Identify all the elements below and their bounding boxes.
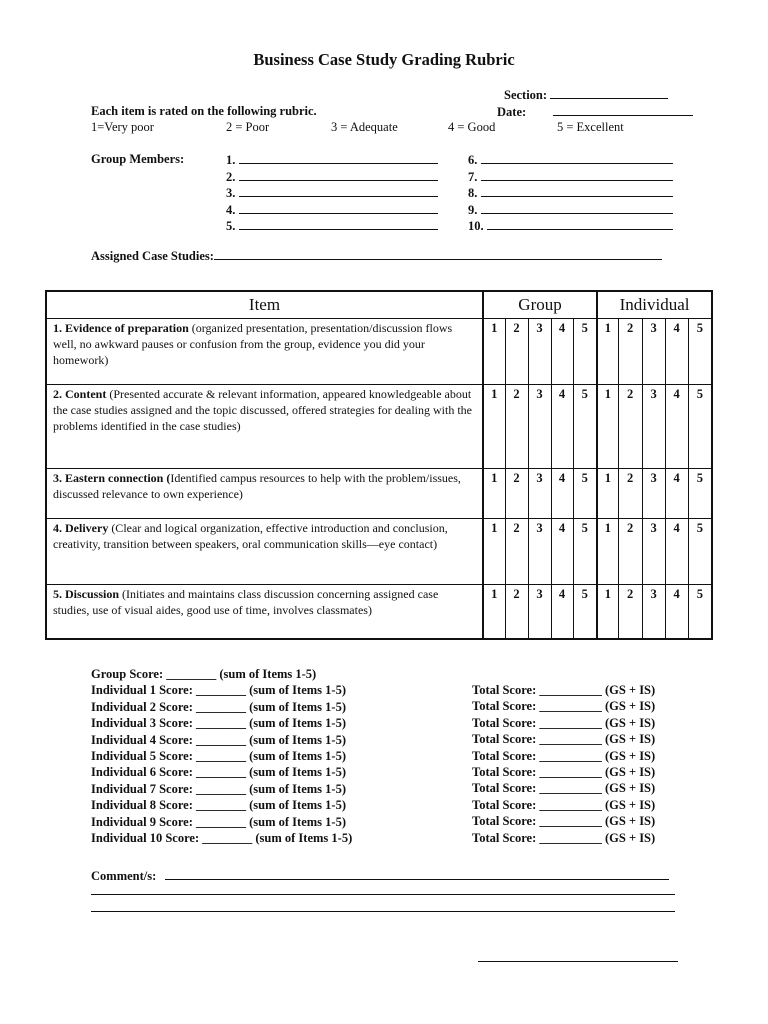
signature-line[interactable] (478, 951, 678, 962)
table-header-row (46, 291, 712, 319)
member-line (239, 202, 438, 214)
member-number: 3. (226, 186, 236, 200)
scale-5: 5 = Excellent (557, 120, 624, 134)
member-line (481, 152, 673, 164)
rubric-item-title: 2. Content (53, 387, 107, 401)
individual-rating-2[interactable]: 2 (618, 585, 642, 639)
total-score-line[interactable]: Total Score: __________ (GS + IS) (472, 715, 656, 730)
individual-score-line[interactable]: Individual 7 Score: ________ (sum of Items 1-5) (91, 781, 346, 796)
individual-score-line[interactable]: Individual 10 Score: ________ (sum of Items 1-5) (91, 831, 353, 846)
total-score-line[interactable]: Total Score: __________ (GS + IS) (472, 683, 656, 697)
member-line (239, 218, 438, 230)
rubric-item-title: 5. Discussion (53, 587, 120, 601)
group-rating-1[interactable]: 1 (483, 519, 505, 585)
individual-rating-1[interactable]: 1 (597, 319, 618, 385)
group-rating-4[interactable]: 4 (551, 519, 573, 585)
individual-rating-4[interactable]: 4 (665, 319, 688, 385)
individual-score-line[interactable]: Individual 8 Score: ________ (sum of Items 1-5) (91, 798, 346, 813)
column-item: Item (46, 291, 483, 319)
member-number: 10. (468, 219, 484, 233)
individual-rating-3[interactable]: 3 (642, 385, 665, 469)
comments-line[interactable] (91, 901, 675, 912)
group-rating-3[interactable]: 3 (528, 585, 551, 639)
member-line (239, 152, 438, 164)
total-score-line[interactable]: Total Score: __________ (GS + IS) (472, 765, 656, 780)
individual-rating-4[interactable]: 4 (665, 469, 688, 519)
individual-rating-1[interactable]: 1 (597, 519, 618, 585)
rubric-row (46, 385, 712, 469)
group-rating-2[interactable]: 2 (505, 585, 528, 639)
individual-rating-3[interactable]: 3 (642, 519, 665, 585)
member-5[interactable] (226, 218, 438, 234)
group-rating-4[interactable]: 4 (551, 469, 573, 519)
individual-rating-2[interactable]: 2 (618, 385, 642, 469)
group-rating-5[interactable]: 5 (573, 385, 597, 469)
individual-rating-1[interactable]: 1 (597, 585, 618, 639)
member-number: 4. (226, 203, 236, 217)
date-line (553, 104, 693, 116)
group-rating-3[interactable]: 3 (528, 319, 551, 385)
individual-rating-5[interactable]: 5 (688, 385, 712, 469)
individual-scores (91, 666, 352, 846)
section-line (550, 87, 668, 99)
group-rating-2[interactable]: 2 (505, 319, 528, 385)
individual-score-line[interactable]: Individual 1 Score: ________ (sum of Items 1-5) (91, 683, 346, 698)
group-rating-4[interactable]: 4 (551, 585, 573, 639)
rubric-item-title: 3. Eastern connection ( (53, 471, 171, 485)
group-rating-1[interactable]: 1 (483, 319, 505, 385)
member-10[interactable] (468, 218, 673, 234)
member-7[interactable] (468, 169, 673, 185)
individual-rating-2[interactable]: 2 (618, 519, 642, 585)
group-rating-5[interactable]: 5 (573, 519, 597, 585)
rubric-item-description: (Initiates and maintains class discussion concerning assigned case studies, use of visual aides, good use of time, involves classmates) (53, 587, 439, 617)
group-rating-4[interactable]: 4 (551, 385, 573, 469)
comments-field[interactable] (91, 868, 669, 884)
group-rating-3[interactable]: 3 (528, 519, 551, 585)
individual-rating-5[interactable]: 5 (688, 469, 712, 519)
individual-rating-5[interactable]: 5 (688, 585, 712, 639)
column-group: Group (483, 291, 597, 319)
rubric-item-title: 1. Evidence of preparation (53, 321, 189, 335)
individual-rating-3[interactable]: 3 (642, 585, 665, 639)
member-9[interactable] (468, 202, 673, 218)
rubric-item-cell (46, 319, 483, 385)
group-members-label: Group Members: (91, 152, 185, 166)
group-score-line[interactable]: Group Score: ________ (sum of Items 1-5) (91, 667, 317, 681)
individual-score-line[interactable]: Individual 6 Score: ________ (sum of Items 1-5) (91, 765, 346, 780)
total-score-line[interactable]: Total Score: __________ (GS + IS) (472, 699, 656, 714)
member-number: 6. (468, 153, 478, 167)
individual-score-line[interactable]: Individual 9 Score: ________ (sum of Items 1-5) (91, 814, 346, 829)
member-number: 7. (468, 170, 478, 184)
group-rating-5[interactable]: 5 (573, 585, 597, 639)
member-number: 5. (226, 219, 236, 233)
rubric-row (46, 469, 712, 519)
assigned-cases-label: Assigned Case Studies: (91, 249, 214, 263)
member-2[interactable] (226, 169, 438, 185)
group-rating-1[interactable]: 1 (483, 469, 505, 519)
individual-rating-2[interactable]: 2 (618, 469, 642, 519)
individual-rating-5[interactable]: 5 (688, 519, 712, 585)
rubric-item-description: (organized presentation, presentation/discussion flows well, no awkward pauses or confusion from the group, evidence you did your homework) (53, 321, 453, 367)
rubric-item-cell (46, 585, 483, 639)
individual-score-line[interactable]: Individual 4 Score: ________ (sum of Items 1-5) (91, 732, 346, 747)
section-label: Section: (504, 88, 548, 102)
rubric-item-description: (Clear and logical organization, effective introduction and conclusion, creativity, transition between speakers, oral communication skills—eye contact) (53, 521, 448, 551)
total-score-line[interactable]: Total Score: __________ (GS + IS) (472, 797, 656, 812)
group-rating-3[interactable]: 3 (528, 385, 551, 469)
member-1[interactable] (226, 152, 438, 168)
page-title: Business Case Study Grading Rubric (253, 50, 515, 69)
total-score-line[interactable]: Total Score: __________ (GS + IS) (472, 781, 656, 796)
group-rating-2[interactable]: 2 (505, 469, 528, 519)
group-rating-5[interactable]: 5 (573, 469, 597, 519)
rubric-row (46, 319, 712, 385)
individual-rating-4[interactable]: 4 (665, 519, 688, 585)
group-rating-4[interactable]: 4 (551, 319, 573, 385)
rubric-item-description: Identified campus resources to help with the problem/issues, discussed relevance to own experience) (53, 471, 461, 501)
group-rating-2[interactable]: 2 (505, 385, 528, 469)
comments-line[interactable] (91, 884, 675, 895)
scale-1: 1=Very poor (91, 120, 154, 134)
individual-rating-1[interactable]: 1 (597, 469, 618, 519)
individual-rating-5[interactable]: 5 (688, 319, 712, 385)
rubric-intro: Each item is rated on the following rubric. (91, 104, 317, 118)
member-8[interactable] (468, 185, 673, 201)
group-rating-3[interactable]: 3 (528, 469, 551, 519)
comments-label: Comment/s: (91, 869, 157, 883)
individual-score-line[interactable]: Individual 3 Score: ________ (sum of Items 1-5) (91, 716, 346, 731)
rubric-item-cell (46, 385, 483, 469)
date-field[interactable] (497, 104, 693, 120)
member-line (487, 218, 673, 230)
scale-3: 3 = Adequate (331, 120, 398, 134)
member-number: 2. (226, 170, 236, 184)
member-line (481, 185, 673, 197)
individual-rating-3[interactable]: 3 (642, 319, 665, 385)
rubric-item-title: 4. Delivery (53, 521, 109, 535)
member-line (481, 202, 673, 214)
individual-rating-1[interactable]: 1 (597, 385, 618, 469)
member-6[interactable] (468, 152, 673, 168)
member-number: 1. (226, 153, 236, 167)
total-scores (472, 682, 655, 846)
individual-score-line[interactable]: Individual 5 Score: ________ (sum of Items 1-5) (91, 749, 346, 764)
rubric-item-description: (Presented accurate & relevant information, appeared knowledgeable about the case studies assigned and the topic discussed, offered strategies for dealing with the problems identified in the case studies) (53, 387, 472, 433)
member-line (239, 169, 438, 181)
date-label: Date: (497, 105, 527, 119)
total-score-line[interactable]: Total Score: __________ (GS + IS) (472, 814, 656, 829)
member-line (239, 185, 438, 197)
individual-rating-2[interactable]: 2 (618, 319, 642, 385)
assigned-cases-line (214, 248, 662, 260)
group-rating-1[interactable]: 1 (483, 385, 505, 469)
comments-line (165, 868, 669, 880)
rubric-item-cell (46, 469, 483, 519)
member-number: 9. (468, 203, 478, 217)
total-score-line[interactable]: Total Score: __________ (GS + IS) (472, 748, 656, 763)
member-number: 8. (468, 186, 478, 200)
member-3[interactable] (226, 185, 438, 201)
column-individual: Individual (597, 291, 712, 319)
rubric-row (46, 585, 712, 639)
rubric-item-cell (46, 519, 483, 585)
assigned-cases-field[interactable] (91, 248, 662, 264)
total-score-line[interactable]: Total Score: __________ (GS + IS) (472, 830, 656, 845)
individual-score-line[interactable]: Individual 2 Score: ________ (sum of Items 1-5) (91, 699, 346, 714)
total-score-line[interactable]: Total Score: __________ (GS + IS) (472, 732, 656, 747)
group-rating-2[interactable]: 2 (505, 519, 528, 585)
group-rating-1[interactable]: 1 (483, 585, 505, 639)
rubric-row (46, 519, 712, 585)
scale-4: 4 = Good (448, 120, 496, 134)
rubric-table (45, 290, 713, 640)
individual-rating-4[interactable]: 4 (665, 585, 688, 639)
individual-rating-3[interactable]: 3 (642, 469, 665, 519)
member-line (481, 169, 673, 181)
member-4[interactable] (226, 202, 438, 218)
section-field[interactable] (504, 87, 668, 103)
individual-rating-4[interactable]: 4 (665, 385, 688, 469)
scale-2: 2 = Poor (226, 120, 270, 134)
group-rating-5[interactable]: 5 (573, 319, 597, 385)
